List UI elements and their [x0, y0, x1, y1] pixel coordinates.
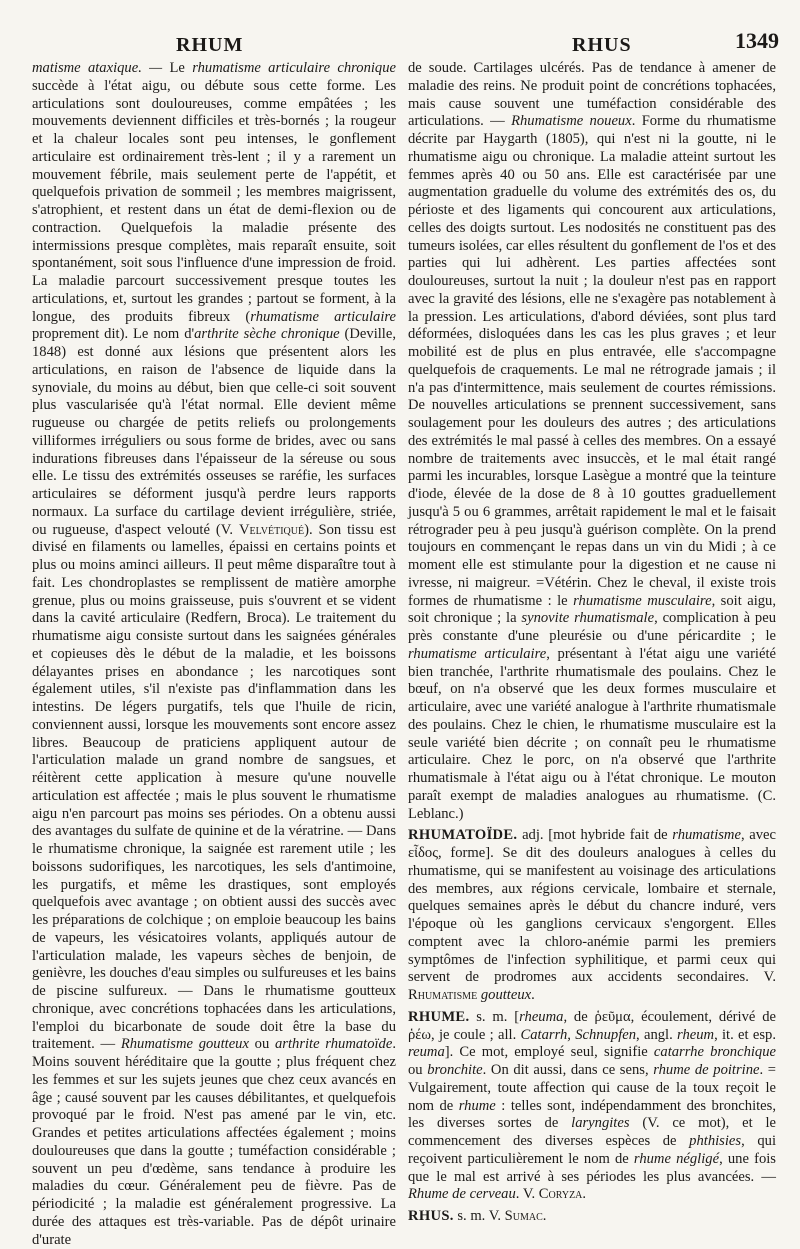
text-run: . Forme du rhumatisme décrite par Haygarth (1805), qui n'est ni la goutte, ni le rhumatisme aigu ou chronique. La maladie atteint surtout les femmes après 40 ou 50 ans. Elle est caractérisée par une augmentation graduelle du volume des extrémités des os, du périoste et des ligaments qui concourent aux articulations, celles des doigts surtout. Les nodosités ne constituent pas des tumeurs isolées, car elles résultent du gonflement de l'os et des parties qui lui adhèrent. Les parties affectées sont douloureuses, surtout la nuit ; la douleur n'est pas en rapport avec la gravité des lésions, elle ne s'exagère pas notablement à la pression. Les articulations, d'abord déviées, sont plus tard déformées, disloquées dans les cas les plus graves ; et leur mobilité est de plus en plus entravée, elle s'accompagne quelquefois de craquements. Le mal ne rétrograde jamais ; il n'a pas d'intermittence, mais seulement de courtes rémissions. De nouvelles articulations se prennent successivement, sans soulagement pour les douleurs des autres ; des articulations des extrémités le mal passé à celles des membres. On a essayé nombre de traitements avec insuccès, et le mal était rangé parmi les incurables, lorsque Lasègue a montré que la teinture d'iode, élevée de la dose de 8 à 10 gouttes graduellement jusqu'à 5 ou 6 grammes, arrêtait rapidement le mal et le faisait rétrograder peu à peu jusqu'à guérison complète. On la prend toujours en commençant le repas dans un vin du Midi ; à ce moment elle est stimulante pour la digestion et ne cause ni ivresse, ni maigreur. =Vétérin. Chez le cheval, il existe trois formes de rhumatisme : le	[408, 113, 776, 609]
entries-list	[408, 827, 776, 1226]
headword: RHUME.	[408, 1008, 470, 1025]
text-run: .	[542, 1208, 547, 1224]
text-run: , une fois que le mal est arrivé à ses périodes les plus avancées. —	[408, 1150, 776, 1185]
text-run: , qui reçoivent particulièrement le nom de	[408, 1133, 776, 1167]
text-run: ou	[248, 1036, 275, 1053]
italic-run: catarrhe bronchique	[653, 1044, 776, 1061]
text-run: .	[582, 1186, 587, 1203]
italic-run: rheuma	[519, 1008, 564, 1025]
text-run: (V. ce mot), et le commencement des diverses espèces de	[408, 1115, 777, 1149]
text-run: .	[531, 987, 535, 1003]
italic-run: Rhumatisme noueux	[511, 113, 632, 130]
italic-run: rhumatisme articulaire	[250, 308, 396, 325]
text-run: , avec εἶδος, forme]. Se dit des douleurs analogues à celles du rhumatisme, qui se manifestent au voisinage des articulations des membres, aux régions cervicale, lombaire et sternale, quelques semaines après le début du chancre induré, vers l'époque où les ganglions cervicaux s'engorgent. Elles comptent avec la chloro-anémie parmi les premiers symptômes de l'infection syphilitique, et parmi ceux qui servent de prodromes aux accidents secondaires. V.	[408, 827, 777, 986]
italic-run: rheum	[677, 1026, 715, 1043]
entry-rhus	[408, 1208, 776, 1226]
italic-run: laryngites	[571, 1115, 630, 1132]
italic-run: reuma	[408, 1044, 445, 1061]
text-run: proprement dit). Le nom d'	[32, 326, 195, 343]
italic-run: Rhumatisme goutteux	[120, 1036, 249, 1053]
page-header	[0, 0, 800, 62]
italic-run: rhume négligé	[633, 1150, 720, 1167]
italic-run: rhumatisme musculaire	[573, 592, 712, 609]
italic-run: rhume de poitrine	[653, 1062, 760, 1078]
text-run: . = Vulgairement, toute affection qui cause de la toux reçoit le nom de	[408, 1062, 776, 1114]
italic-run: rhumatisme articulaire chronique	[192, 60, 397, 76]
page-number: 1349	[735, 28, 779, 53]
text-run: , complication à peu près constante d'une pleurésie ou d'une péricardite ; le	[408, 610, 776, 644]
italic-run: rhumatisme articulaire	[408, 645, 547, 662]
italic-run: goutteux	[480, 987, 532, 1003]
headword: RHUS.	[408, 1208, 454, 1224]
rhumatisme-continuation-paragraph	[32, 60, 396, 1249]
italic-run: matisme ataxique. —	[32, 60, 170, 76]
text-run: , présentant à l'état aigu une variété bien tranchée, l'arthrite rhumatismale des poulains. Chez le bœuf, on n'a observé que les deux formes musculaire et articulaire, avec une variété analogue à l'arthrite rhumatismale des poulains. Chez le chien, le rhumatisme musculaire est la seule variété bien décrite ; on connaît peu le rhumatisme articulaire. Chez le porc, on n'a observé que l'arthrite rhumatismale à l'état aigu ou à l'état chronique. Le mouton paraît exempt de maladies analogues au rhumatisme. (C. Leblanc.)	[408, 645, 776, 822]
text-run: ). Son tissu est divisé en filaments ou lamelles, épaissi en certains points et plus ou moins aminci ailleurs. Il peut même disparaître tout à fait. Les chondroplastes se remplissent de matière amorphe grenue, plus ou moins graisseuse, puis s'ouvrent et se vident dans la cavité articulaire (Redfern, Broca). Le traitement du rhumatisme aigu consiste surtout dans les saignées générales et copieuses dès le début de la maladie, et les boissons délayantes prises en abondance ; les narcotiques sont également utiles, s'il n'existe pas d'inflammation dans les intestins. De légers purgatifs, tels que l'huile de ricin, conviennent aussi, lorsque les mouvements sont encore assez libres. Beaucoup de praticiens appliquent autour de l'articulation malade un grand nombre de sangsues, et réitèrent cette application à mesure qu'une nouvelle articulation est affectée ; mais le plus souvent le rhumatisme aigu n'en parcourt pas moins ses périodes. On a obtenu aussi des avantages du sulfate de quinine et de la vératrine. — Dans le rhumatisme chronique, la saignée est rarement utile ; les boissons sudorifiques, les narcotiques, les sels d'antimoine, les purgatifs, et même les drastiques, sont employés quelquefois avec avantage ; on obtient aussi des succès avec les préparations de colchique ; on emploie beaucoup les bains de vapeurs, les vésicatoires volants, appliqués autour de l'articulation malade, les vapeurs sèches de benjoin, de genièvre, les douches d'eau simples ou sulfureuses et les bains de piscine sulfureux. — Dans le rhumatisme goutteux chronique, avec concrétions tophacées dans les articulations, l'emploi du bicarbonate de soude doit être la base du traitement. —	[32, 521, 396, 1053]
italic-run: Rhume de cerveau	[408, 1186, 516, 1203]
italic-run: arthrite rhumatoïde	[275, 1036, 393, 1053]
text-run: , it. et esp.	[714, 1026, 776, 1043]
text-run: succède à l'état aigu, ou débute sous cette forme. Les articulations sont douloureuses, comme empâtées ; les mouvements deviennent difficiles et très-bornés ; la rougeur et la chaleur locales sont peu intenses, le gonflement articulaire est ordinairement très-lent ; il y a rarement un mouvement fébrile, mais seulement perte de l'appétit, et quelquefois privation de sommeil ; les membres maigrissent, s'atrophient, et restent dans un état de demi-flexion ou de contraction. Quelquefois la maladie présente des intermissions presque complètes, mais reparaît ensuite, soit spontanément, soit sous l'influence d'une impression de froid. La maladie parcourt successivement presque toutes les articulations, et, surtout les grandes ; partout se forment, à la longue, des produits fibreux (	[32, 77, 396, 325]
italic-run: Catarrh, Schnupfen	[520, 1026, 637, 1043]
italic-run: rhume	[458, 1097, 496, 1114]
small-caps-ref: Coryza	[538, 1186, 583, 1203]
left-column	[32, 60, 397, 1248]
right-column	[408, 60, 777, 1224]
left-running-head: RHUM	[176, 34, 244, 56]
text-run: s. m. V.	[453, 1208, 505, 1224]
text-run: . On dit aussi, dans ce sens,	[482, 1062, 654, 1078]
text-run: Le	[169, 60, 193, 76]
text-run: s. m. [	[469, 1008, 520, 1025]
entry-rhume	[408, 1009, 776, 1204]
rhumatisme-noueux-paragraph	[408, 60, 776, 823]
text-run: , soit aigu, soit chronique ; la	[408, 592, 777, 627]
text-run: ]. Ce mot, employé seul, signifie	[444, 1044, 654, 1061]
italic-run: rhumatisme	[672, 827, 741, 844]
text-run: (Deville, 1848) est donné aux lésions que présentent alors les articulations, en raison de l'absence de liquide dans la synoviale, du moins au début, bien que celle-ci soit souvent plus vascularisée qu'à l'état normal. Elle devient même rugueuse ou chargée de petits reliefs ou prolongements villiformes irréguliers ou sous forme de brides, avec ou sans indurations fibreuses dans l'épaisseur de la séreuse ou sous elle. Le tissu des extrémités osseuses se raréfie, les surfaces articulaires se déforment jusqu'à perdre leurs rapports normaux. La surface du cartilage devient irrégulière, striée, ou rugueuse, d'aspect velouté (V.	[32, 326, 396, 538]
text-run: . Moins souvent héréditaire que la goutte ; plus fréquent chez les femmes et sur les sujets jeunes que chez ceux avancés en âge ; causé souvent par les causes débilitantes, et quelquefois provoqué par le froid. N'est pas amené par le vin, etc. Grandes et petites articulations affectées également ; moins douloureuses que dans la goutte ; tuméfaction considérable ; souvent un peu d'œdème, sans tendance à produire les maladies du cœur. Généralement peu de fièvre. Pas de périodicité ; la maladie est généralement progressive. La durée des attaques est très-variable. Pas de dépôt urinaire d'urate	[32, 1036, 396, 1248]
text-run: adj. [mot hybride fait de	[517, 827, 673, 844]
headword: RHUMATOÏDE.	[408, 827, 518, 844]
right-running-head: RHUS	[572, 34, 632, 56]
text-run: , de ῥεῦμα, écoulement, dérivé de ῥέω, je coule ; all.	[408, 1008, 776, 1043]
small-caps-ref: Rhumatisme	[408, 987, 478, 1003]
small-caps-ref: Sumac	[504, 1208, 543, 1224]
text-run: , angl.	[636, 1026, 678, 1043]
italic-run: bronchite	[427, 1062, 483, 1078]
text-run: : telles sont, indépendamment des bronchites, les diverses sortes de	[408, 1097, 776, 1132]
text-run: . V.	[515, 1186, 539, 1203]
text-run: ou	[408, 1062, 428, 1078]
italic-run: synovite rhumatismale	[521, 610, 655, 627]
small-caps-ref: Velvétiqué	[238, 521, 305, 538]
text-run: de soude. Cartilages ulcérés. Pas de tendance à amener de maladie des reins. Ne produit point de concrétions tophacées, mais cause souvent une tuméfaction considérable des articulations. —	[408, 60, 776, 130]
entry-rhumatoide	[408, 827, 776, 1005]
italic-run: phthisies	[689, 1133, 742, 1149]
italic-run: arthrite sèche chronique	[194, 326, 340, 343]
